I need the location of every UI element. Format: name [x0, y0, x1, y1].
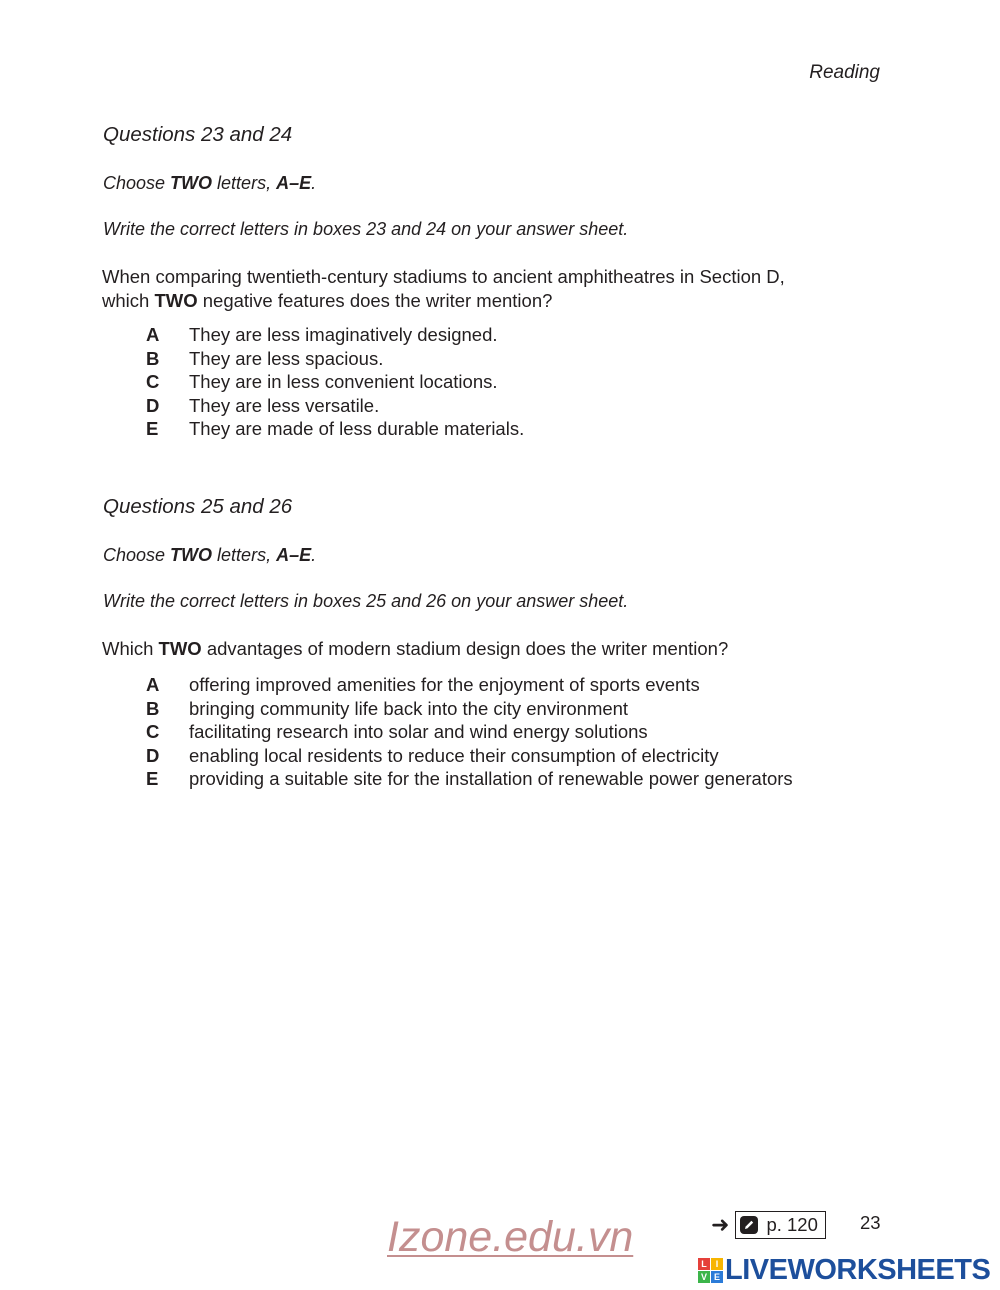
pencil-icon	[740, 1216, 758, 1234]
choose-instruction: Choose TWO letters, A–E.	[103, 545, 317, 565]
watermark[interactable]: Izone.edu.vn	[387, 1213, 634, 1261]
option-list	[146, 323, 524, 441]
option-c: C facilitating research into solar and wind energy solutions	[146, 721, 648, 742]
option-c: C They are in less convenient locations.	[146, 371, 498, 392]
logo-block: E	[711, 1271, 723, 1283]
page-number: 23	[860, 1212, 881, 1233]
option-b: B bringing community life back into the city environment	[146, 697, 629, 719]
option-d: D They are less versatile.	[146, 394, 380, 416]
page-reference	[711, 1211, 826, 1239]
question-heading: Questions 23 and 24	[103, 123, 293, 146]
option-list	[146, 673, 793, 791]
liveworksheets-logo	[698, 1254, 990, 1287]
question-stem: When comparing twentieth-century stadiums to ancient amphitheatres in Section D, which TWO negative features does the writer mention?	[102, 266, 785, 311]
section-header: Reading	[809, 62, 880, 83]
option-a: A offering improved amenities for the enjoyment of sports events	[146, 674, 700, 695]
reference-box	[735, 1211, 825, 1239]
reference-text: p. 120	[766, 1214, 818, 1235]
write-instruction: Write the correct letters in boxes 25 and 26 on your answer sheet.	[103, 591, 629, 611]
logo-blocks	[698, 1258, 723, 1283]
logo-text: LIVEWORKSHEETS	[725, 1254, 991, 1286]
option-b: B They are less spacious.	[146, 347, 384, 369]
choose-instruction: Choose TWO letters, A–E.	[103, 173, 317, 193]
question-heading: Questions 25 and 26	[103, 495, 293, 518]
arrow-icon: ➜	[711, 1212, 730, 1237]
write-instruction: Write the correct letters in boxes 23 and 24 on your answer sheet.	[103, 219, 629, 239]
question-stem: Which TWO advantages of modern stadium design does the writer mention?	[102, 638, 729, 659]
option-d: D enabling local residents to reduce their consumption of electricity	[146, 744, 719, 766]
logo-block: V	[698, 1271, 710, 1283]
option-e: E They are made of less durable materials.	[146, 418, 525, 439]
logo-block: L	[698, 1258, 710, 1270]
option-e: E providing a suitable site for the installation of renewable power generators	[146, 768, 793, 789]
logo-block: I	[711, 1258, 723, 1270]
option-a: A They are less imaginatively designed.	[146, 324, 498, 345]
